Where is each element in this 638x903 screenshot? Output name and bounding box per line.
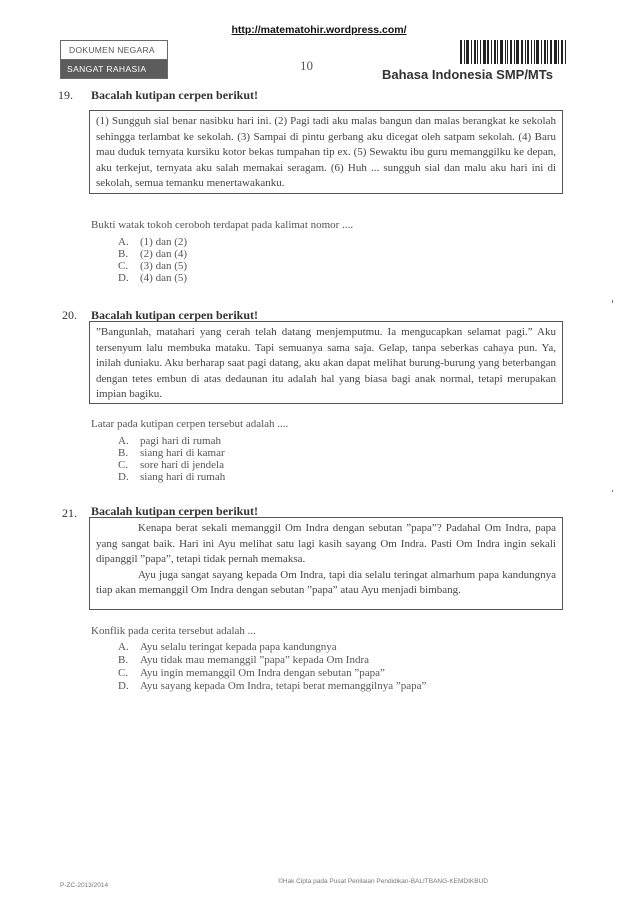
option-a[interactable] xyxy=(118,641,426,654)
passage-box xyxy=(89,110,563,194)
question-stem: Bukti watak tokoh ceroboh terdapat pada kalimat nomor .... xyxy=(91,219,354,231)
option-letter: D. xyxy=(118,680,129,692)
option-text: Ayu selalu teringat kepada papa kandungnya xyxy=(140,641,337,653)
option-c[interactable] xyxy=(118,667,426,680)
option-c[interactable] xyxy=(118,459,225,471)
option-b[interactable] xyxy=(118,654,426,667)
option-text: pagi hari di rumah xyxy=(140,435,221,447)
option-letter: A. xyxy=(118,435,129,447)
passage-paragraph: Kenapa berat sekali memanggil Om Indra dengan sebutan ”papa”? Padahal Om Indra, papa yang sangat baik. Hari ini Ayu melihat satu lagi kasih sayang Om Indra. Pasti Om Indra ingin sekali dipanggil ”papa”, tetapi tidak pernah memaksa. xyxy=(96,522,556,566)
option-list xyxy=(118,641,426,693)
question-number: 21. xyxy=(62,506,77,520)
option-text: (4) dan (5) xyxy=(140,272,188,284)
stamp-top-label: DOKUMEN NEGARA xyxy=(61,41,167,60)
option-b[interactable] xyxy=(118,248,187,260)
source-url[interactable]: http://matematohir.wordpress.com/ xyxy=(231,24,407,36)
option-a[interactable] xyxy=(118,435,225,447)
page-number: 10 xyxy=(300,58,313,73)
option-text: (2) dan (4) xyxy=(140,248,188,260)
option-text: (3) dan (5) xyxy=(140,260,188,272)
passage-paragraph: Ayu juga sangat sayang kepada Om Indra, tapi dia selalu teringat almarhum papa kandungnya tiap akan memanggil Om Indra dengan sebutan ”papa” atau Ayu menjadi bimbang. xyxy=(96,568,556,597)
option-text: siang hari di kamar xyxy=(140,447,225,459)
footer-copyright: ©Hak Cipta pada Pusat Penilaian Pendidikan-BALITBANG-KEMDIKBUD xyxy=(278,878,488,885)
option-text: (1) dan (2) xyxy=(140,236,188,248)
option-letter: B. xyxy=(118,654,129,666)
option-text: Ayu ingin memanggil Om Indra dengan sebutan ”papa” xyxy=(140,667,385,679)
option-letter: C. xyxy=(118,667,129,679)
option-a[interactable] xyxy=(118,236,187,248)
question-instruction: Bacalah kutipan cerpen berikut! xyxy=(91,88,259,102)
scan-mark xyxy=(612,490,613,492)
option-letter: A. xyxy=(118,641,129,653)
scan-mark xyxy=(612,300,613,303)
question-instruction: Bacalah kutipan cerpen berikut! xyxy=(91,504,259,518)
option-letter: A. xyxy=(118,236,129,248)
option-text: siang hari di rumah xyxy=(140,471,226,483)
question-instruction: Bacalah kutipan cerpen berikut! xyxy=(91,308,259,322)
option-letter: D. xyxy=(118,272,129,284)
question-stem: Latar pada kutipan cerpen tersebut adalah .... xyxy=(91,418,289,430)
option-d[interactable] xyxy=(118,471,225,483)
question-stem: Konflik pada cerita tersebut adalah ... xyxy=(91,625,256,637)
option-b[interactable] xyxy=(118,447,225,459)
option-text: Ayu tidak mau memanggil ”papa” kepada Om Indra xyxy=(140,654,369,666)
option-letter: B. xyxy=(118,248,129,260)
passage-box xyxy=(89,517,563,610)
passage-text: ”Bangunlah, matahari yang cerah telah datang menjemputmu. Ia mengucapkan selamat pagi.” Aku tersenyum lalu membuka mataku. Tapi semuanya sama saja. Gelap, tanpa seberkas cahaya pun. Ya, inilah duniaku. Aku berharap saat pagi datang, aku akan dapat melihat burung-burung yang beterbangan dengan tetes embun di atas dedaunan itu adalah hal yang biasa bagi anak normal, tetapi merupakan impian bagiku. xyxy=(96,326,556,401)
subject-title: Bahasa Indonesia SMP/MTs xyxy=(382,67,553,82)
option-letter: B. xyxy=(118,447,129,459)
option-text: sore hari di jendela xyxy=(140,459,224,471)
option-list xyxy=(118,236,187,284)
barcode xyxy=(460,40,566,64)
option-text: Ayu sayang kepada Om Indra, tetapi berat memanggilnya ”papa” xyxy=(140,680,427,692)
passage-text: (1) Sungguh sial benar nasibku hari ini. (2) Pagi tadi aku malas bangun dan malas berangkat ke sekolah sehingga terlambat ke sekolah. (3) Sampai di pintu gerbang aku dicegat oleh satpam sekolah. (4) Baru mau duduk ternyata kursiku kotor bekas tumpahan tip ex. (5) Sewaktu ibu guru memanggilku ke depan, aku terkejut, ternyata aku salah memakai seragam. (6) Huh ... sungguh sial dan malu aku hari ini di sekolah, semua temanku menertawakanku. xyxy=(96,115,556,190)
footer-code: P-ZC-2013/2014 xyxy=(60,882,109,889)
question-number: 20. xyxy=(62,308,77,322)
option-c[interactable] xyxy=(118,260,187,272)
classification-stamp xyxy=(60,40,168,79)
option-d[interactable] xyxy=(118,272,187,284)
question-number: 19. xyxy=(58,88,73,102)
option-letter: D. xyxy=(118,471,129,483)
stamp-bottom-label: SANGAT RAHASIA xyxy=(61,60,167,78)
option-letter: C. xyxy=(118,260,129,272)
option-list xyxy=(118,435,225,483)
passage-box xyxy=(89,321,563,404)
option-d[interactable] xyxy=(118,680,426,693)
option-letter: C. xyxy=(118,459,129,471)
